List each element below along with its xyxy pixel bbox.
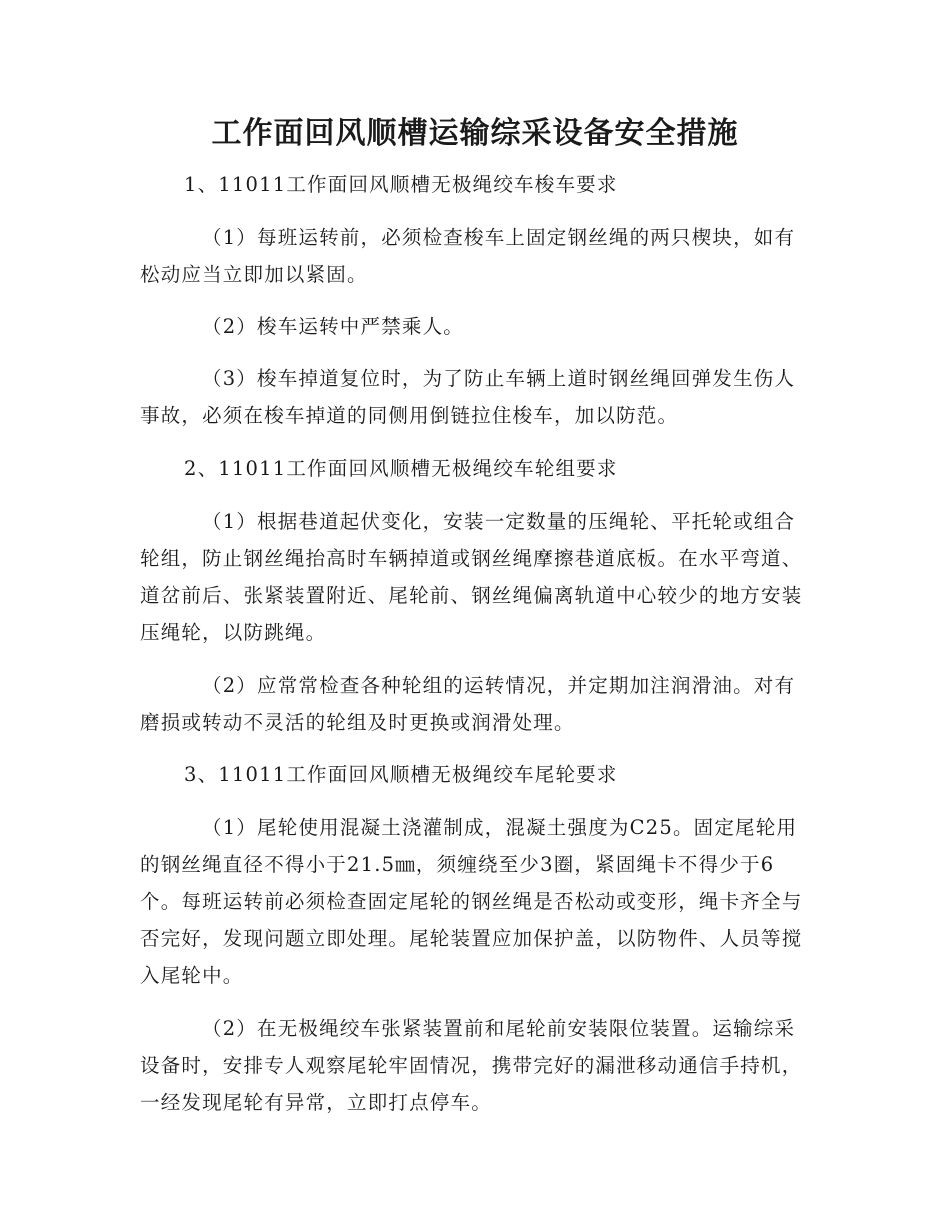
paragraph-3-2: （2）在无极绳绞车张紧装置前和尾轮前安装限位装置。运输综采设备时，安排专人观察尾轮牢固情况，携带完好的漏泄移动通信手持机，一经发现尾轮有异常，立即打点停车。 bbox=[140, 1017, 803, 1114]
paragraph-2-1: （1）根据巷道起伏变化，安装一定数量的压绳轮、平托轮或组合轮组，防止钢丝绳抬高时车辆掉道或钢丝绳摩擦巷道底板。在水平弯道、道岔前后、张紧装置附近、尾轮前、钢丝绳偏离轨道中心较少的地方安装压绳轮，以防跳绳。 bbox=[140, 510, 803, 644]
paragraph-3-1: （1）尾轮使用混凝土浇灌制成，混凝土强度为C25。固定尾轮用的钢丝绳直径不得小于21.5㎜，须缠绕至少3圈，紧固绳卡不得少于6个。每班运转前必须检查固定尾轮的钢丝绳是否松动或变形，绳卡齐全与否完好，发现问题立即处理。尾轮装置应加保护盖，以防物件、人员等搅入尾轮中。 bbox=[140, 816, 803, 987]
paragraph-1-1: （1）每班运转前，必须检查梭车上固定钢丝绳的两只楔块，如有松动应当立即加以紧固。 bbox=[140, 226, 796, 286]
paragraph-2-2: （2）应常常检查各种轮组的运转情况，并定期加注润滑油。对有磨损或转动不灵活的轮组及时更换或润滑处理。 bbox=[140, 674, 796, 734]
page-title: 工作面回风顺槽运输综采设备安全措施 bbox=[211, 116, 739, 151]
section-heading-1: 1、11011工作面回风顺槽无极绳绞车梭车要求 bbox=[184, 173, 618, 196]
paragraph-1-3: （3）梭车掉道复位时，为了防止车辆上道时钢丝绳回弹发生伤人事故，必须在梭车掉道的同侧用倒链拉住梭车，加以防范。 bbox=[140, 367, 796, 427]
section-heading-3: 3、11011工作面回风顺槽无极绳绞车尾轮要求 bbox=[184, 763, 618, 786]
paragraph-1-2: （2）梭车运转中严禁乘人。 bbox=[202, 315, 465, 338]
section-heading-2: 2、11011工作面回风顺槽无极绳绞车轮组要求 bbox=[184, 457, 618, 480]
